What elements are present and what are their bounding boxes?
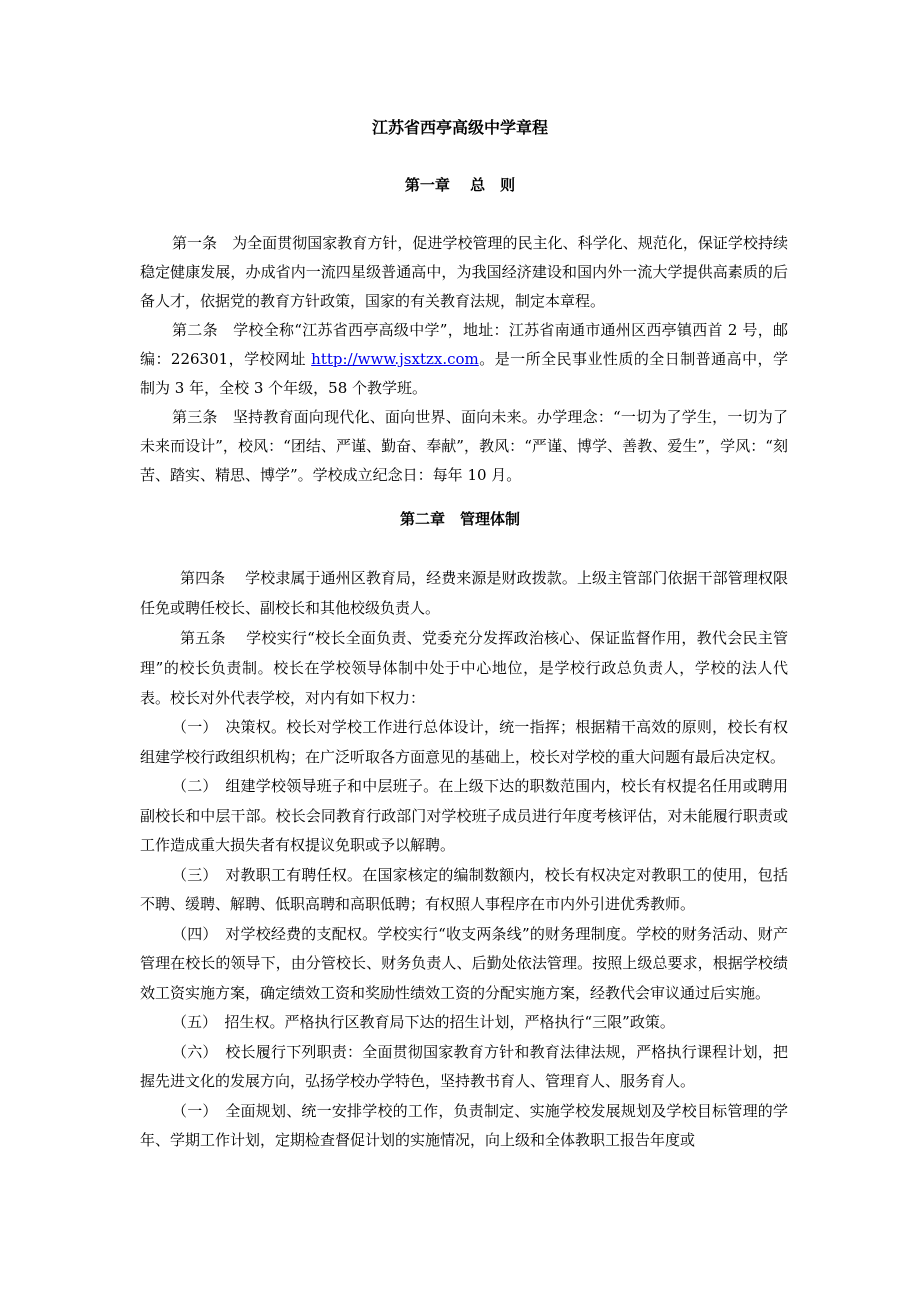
power-item-2: （二） 组建学校领导班子和中层班子。在上级下达的职数范围内，校长有权提名任用或聘用副校长和中层干部。校长会同教育行政部门对学校班子成员进行年度考核评估，对未能履行职责或工作造成重大损失者有权提议免职或予以解聘。: [140, 777, 788, 854]
chapter-1-body: [140, 229, 788, 490]
article-4: 第四条 学校隶属于通州区教育局，经费来源是财政拨款。上级主管部门依据干部管理权限任免或聘任校长、副校长和其他校级负责人。: [140, 569, 788, 617]
school-website-link[interactable]: http://www.jsxtzx.com: [311, 350, 479, 368]
power-item-6: （六） 校长履行下列职责：全面贯彻国家教育方针和教育法律法规，严格执行课程计划，把握先进文化的发展方向，弘扬学校办学特色，坚持教书育人、管理育人、服务育人。: [140, 1042, 788, 1090]
power-item-3: （三） 对教职工有聘任权。在国家核定的编制数额内，校长有权决定对教职工的使用，包括不聘、缓聘、解聘、低职高聘和高职低聘；有权照人事程序在市内外引进优秀教师。: [140, 865, 788, 913]
article-3: 第三条 坚持教育面向现代化、面向世界、面向未来。办学理念：“一切为了学生，一切为了未来而设计”，校风：“团结、严谨、勤奋、奉献”，教风：“严谨、博学、善教、爱生”，学风：“刻苦、踏实、精思、博学”。学校成立纪念日：每年 10 月。: [140, 408, 788, 484]
chapter-2-body: [140, 563, 788, 1156]
power-item-1: （一） 决策权。校长对学校工作进行总体设计，统一指挥；根据精干高效的原则，校长有权组建学校行政组织机构；在广泛听取各方面意见的基础上，校长对学校的重大问题有最后决定权。: [140, 718, 788, 766]
power-item-5: （五） 招生权。严格执行区教育局下达的招生计划，严格执行“三限”政策。: [172, 1013, 675, 1031]
chapter-1-heading: 第一章 总 则: [404, 176, 516, 194]
article-5: 第五条 学校实行“校长全面负责、党委充分发挥政治核心、保证监督作用，教代会民主管理”的校长负责制。校长在学校领导体制中处于中心地位，是学校行政总负责人，学校的法人代表。校长对外代表学校，对内有如下权力：: [140, 629, 788, 707]
article-1: 第一条 为全面贯彻国家教育方针，促进学校管理的民主化、科学化、规范化，保证学校持续稳定健康发展，办成省内一流四星级普通高中，为我国经济建设和国内外一流大学提供高素质的后备人才，依据党的教育方针政策，国家的有关教育法规，制定本章程。: [140, 234, 788, 310]
chapter-2-heading: 第二章 管理体制: [399, 510, 520, 528]
article-2-text-after: 。是一所全民事业性质的全日制普通高中，学制为 3 年，全校 3 个年级，58 个教学班。: [140, 350, 788, 397]
article-2-text-before: 第二条 学校全称“江苏省西亭高级中学”，地址：江苏省南通市通州区西亭镇西首 2 号，邮编：226301，学校网址: [140, 321, 788, 368]
article-2: [140, 316, 788, 403]
duty-item-1: （一） 全面规划、统一安排学校的工作，负责制定、实施学校发展规划及学校目标管理的学年、学期工作计划，定期检查督促计划的实施情况，向上级和全体教职工报告年度或: [140, 1101, 788, 1149]
power-item-4: （四） 对学校经费的支配权。学校实行“收支两条线”的财务理制度。学校的财务活动、财产管理在校长的领导下，由分管校长、财务负责人、后勤处依法管理。按照上级总要求，根据学校绩效工资实施方案，确定绩效工资和奖励性绩效工资的分配实施方案，经教代会审议通过后实施。: [140, 924, 788, 1002]
document-title: 江苏省西亭高级中学章程: [371, 118, 548, 137]
